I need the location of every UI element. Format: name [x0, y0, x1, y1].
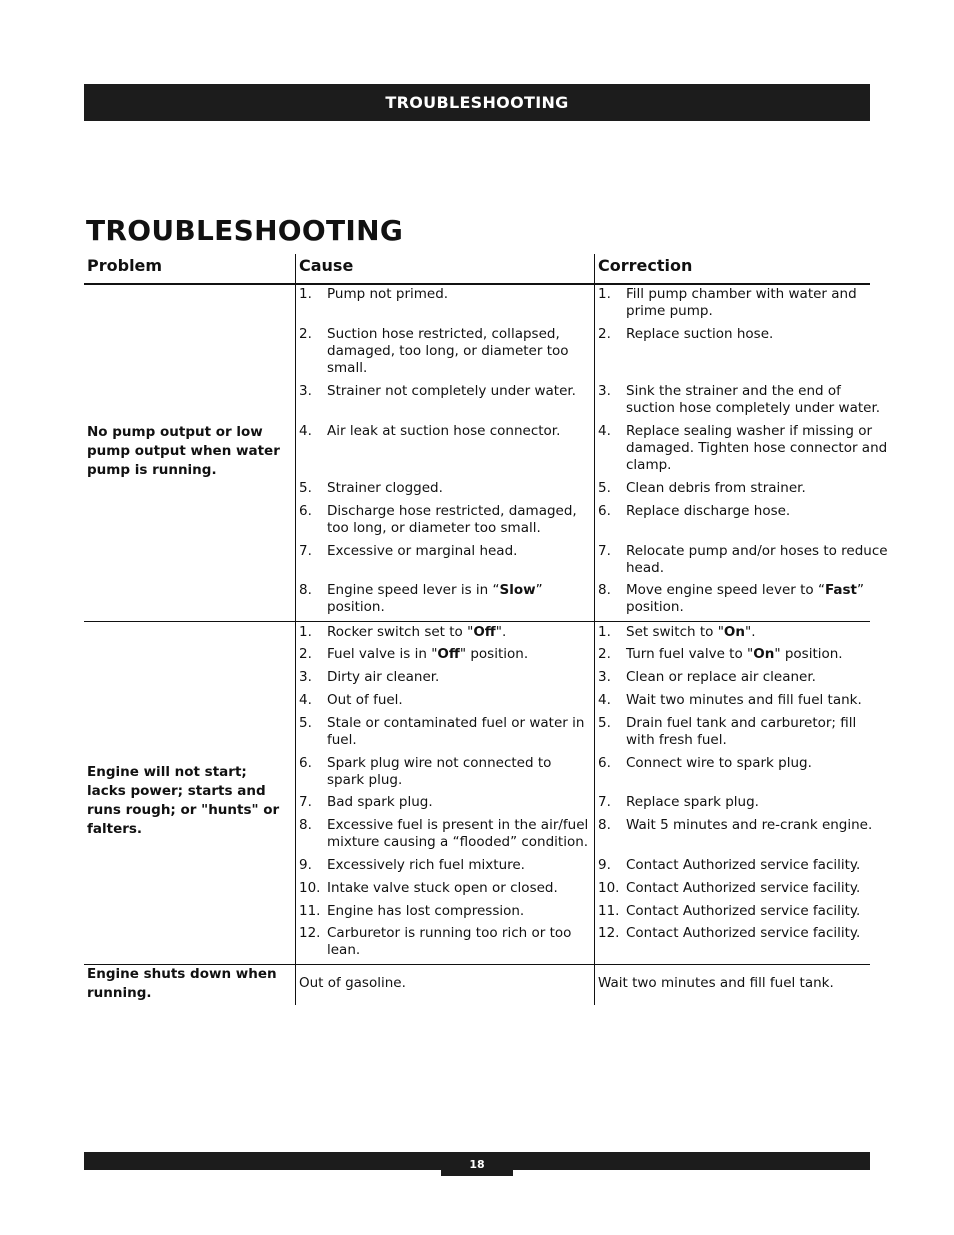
page-title: TROUBLESHOOTING: [86, 214, 404, 247]
table-divider-2: [594, 254, 595, 1005]
header-rule: [84, 283, 870, 285]
problem-engine-will-not-start: Engine will not start; lacks power; starts and runs rough; or "hunts" or falters.: [87, 764, 280, 837]
problem-engine-shuts-down: Engine shuts down when running.: [87, 966, 277, 1001]
column-header-problem: Problem: [87, 256, 163, 275]
banner-title: TROUBLESHOOTING: [385, 93, 569, 112]
column-header-correction: Correction: [598, 256, 693, 275]
cause-out-of-gasoline: Out of gasoline.: [299, 975, 406, 991]
section-rule-1: [84, 621, 870, 622]
page-number-tab: [441, 1152, 513, 1176]
section-banner: [84, 84, 870, 121]
column-header-cause: Cause: [299, 256, 354, 275]
correction-fill-fuel-tank: Wait two minutes and fill fuel tank.: [598, 975, 834, 991]
problem-no-pump-output: No pump output or low pump output when water pump is running.: [87, 424, 280, 478]
page-number: 18: [469, 1157, 485, 1171]
table-divider-1: [295, 254, 296, 1005]
